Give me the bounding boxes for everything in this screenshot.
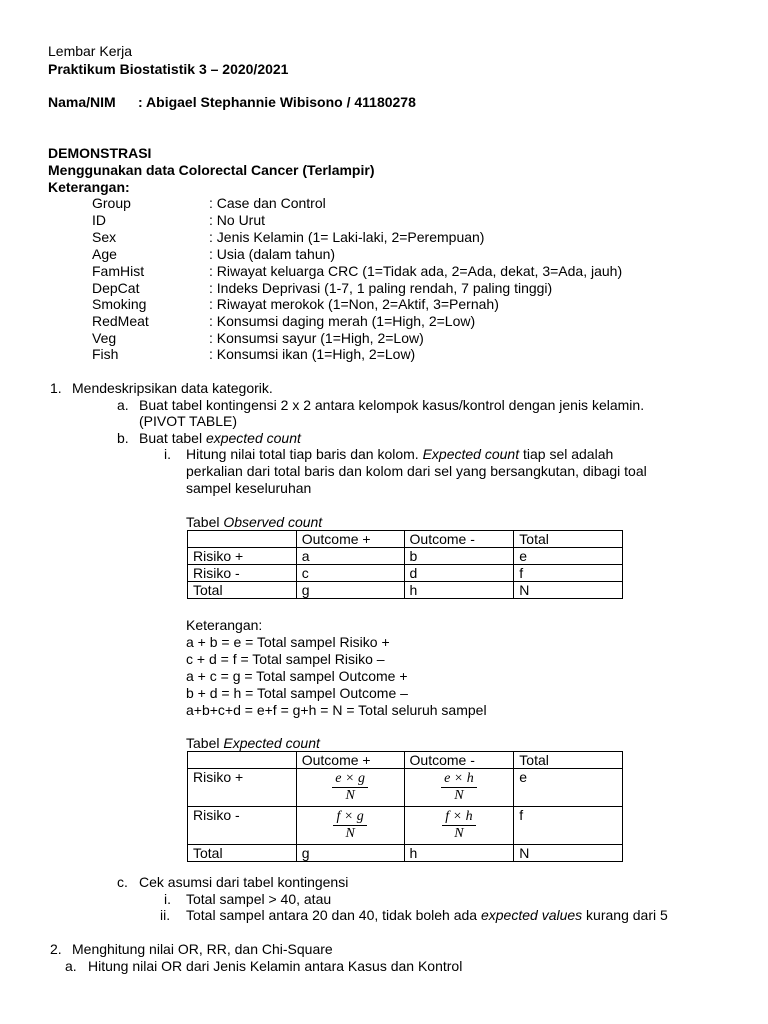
var-key: Age xyxy=(92,246,117,262)
fraction-denominator: N xyxy=(454,826,464,841)
item-i-emphasis: Expected count xyxy=(422,446,520,462)
table-cell: g xyxy=(296,582,404,599)
fraction-denominator: N xyxy=(345,788,355,803)
item-letter: a. xyxy=(117,397,129,413)
var-desc: : Konsumsi daging merah (1=High, 2=Low) xyxy=(209,313,476,329)
observed-table xyxy=(187,530,623,599)
table-cell: Risiko - xyxy=(188,807,297,845)
table-cell: f xyxy=(514,565,623,582)
table-cell: Risiko - xyxy=(188,565,297,582)
var-key: FamHist xyxy=(92,263,145,279)
item-b-plain: Buat tabel xyxy=(139,430,206,446)
fraction-denominator: N xyxy=(345,826,355,841)
table-cell: N xyxy=(514,582,623,599)
fraction-numerator: f × h xyxy=(442,809,475,826)
doc-title: Lembar Kerja xyxy=(48,43,133,59)
caption-plain: Tabel xyxy=(186,735,224,751)
table-header-cell: Outcome - xyxy=(404,752,514,769)
section-1-title: Mendeskripsikan data kategorik. xyxy=(72,380,273,396)
item-a-text-2: (PIVOT TABLE) xyxy=(139,413,238,429)
table-row xyxy=(188,582,623,599)
item-i-line-1 xyxy=(186,446,613,463)
roman-numeral: i. xyxy=(164,891,171,907)
item-c-ii-plain: kurang dari 5 xyxy=(582,907,668,923)
roman-numeral: i. xyxy=(164,446,171,462)
expected-table xyxy=(187,751,623,862)
table-row xyxy=(188,769,623,807)
table-header-cell xyxy=(188,752,297,769)
demo-title: DEMONSTRASI xyxy=(48,145,152,161)
table-header-cell: Outcome + xyxy=(296,531,404,548)
keterangan-title: Keterangan: xyxy=(186,617,263,633)
keterangan-line: a + c = g = Total sampel Outcome + xyxy=(186,668,408,684)
var-key: RedMeat xyxy=(92,313,149,329)
table-cell: h xyxy=(404,582,514,599)
var-key: ID xyxy=(92,212,106,228)
table-header-row xyxy=(188,531,623,548)
roman-numeral: ii. xyxy=(160,907,171,923)
item-c-ii-emphasis: expected values xyxy=(480,907,583,923)
table-row xyxy=(188,845,623,862)
keterangan-line: b + d = h = Total sampel Outcome – xyxy=(186,685,408,701)
table-cell: c xyxy=(296,565,404,582)
caption-emphasis: Observed count xyxy=(223,514,323,530)
var-desc: : Konsumsi ikan (1=High, 2=Low) xyxy=(209,346,416,362)
table-header-cell: Outcome + xyxy=(296,752,404,769)
table-cell: a xyxy=(296,548,404,565)
fraction-numerator: e × h xyxy=(441,771,477,788)
expected-caption xyxy=(186,735,320,752)
var-key: Group xyxy=(92,195,131,211)
keterangan-line: a+b+c+d = e+f = g+h = N = Total seluruh sampel xyxy=(186,702,487,718)
item-i-plain: tiap sel adalah xyxy=(519,446,614,462)
table-cell: g xyxy=(296,845,404,862)
name-label: Nama/NIM xyxy=(48,94,116,110)
formula-cell xyxy=(404,769,514,807)
var-key: Smoking xyxy=(92,296,147,312)
table-cell: N xyxy=(514,845,623,862)
keterangan-line: c + d = f = Total sampel Risiko – xyxy=(186,651,385,667)
fraction-denominator: N xyxy=(454,788,464,803)
caption-plain: Tabel xyxy=(186,514,224,530)
keterangan-heading: Keterangan: xyxy=(48,179,130,195)
table-cell: f xyxy=(514,807,623,845)
caption-emphasis: Expected count xyxy=(223,735,320,751)
table-cell: d xyxy=(404,565,514,582)
item-b-text xyxy=(139,430,301,447)
item-i-plain: Hitung nilai total tiap baris dan kolom. xyxy=(186,446,423,462)
var-desc: : No Urut xyxy=(209,212,266,228)
table-cell: Risiko + xyxy=(188,548,297,565)
fraction-numerator: f × g xyxy=(333,809,366,826)
var-desc: : Case dan Control xyxy=(209,195,326,211)
fraction-numerator: e × g xyxy=(332,771,368,788)
var-key: Veg xyxy=(92,330,117,346)
item-a-text: Buat tabel kontingensi 2 x 2 antara kelompok kasus/kontrol dengan jenis kelamin. xyxy=(139,397,645,413)
item-letter: a. xyxy=(65,958,77,974)
var-key: Fish xyxy=(92,346,119,362)
formula-cell xyxy=(296,769,404,807)
var-key: DepCat xyxy=(92,280,140,296)
item-i-line-3: sampel keseluruhan xyxy=(186,480,312,496)
name-value: : Abigael Stephannie Wibisono / 41180278 xyxy=(138,94,416,110)
var-desc: : Indeks Deprivasi (1-7, 1 paling rendah, 7 paling tinggi) xyxy=(209,280,553,296)
item-i-line-2: perkalian dari total baris dan kolom dari sel yang bersangkutan, dibagi toal xyxy=(186,463,647,479)
table-cell: e xyxy=(514,548,623,565)
var-desc: : Riwayat merokok (1=Non, 2=Aktif, 3=Pernah) xyxy=(209,296,499,312)
table-header-cell: Outcome - xyxy=(404,531,514,548)
var-desc: : Konsumsi sayur (1=High, 2=Low) xyxy=(209,330,424,346)
observed-caption xyxy=(186,514,322,531)
item-c-ii-text xyxy=(186,907,668,924)
item-b-emphasis: expected count xyxy=(205,430,301,446)
item-letter: c. xyxy=(117,874,128,890)
fraction xyxy=(442,809,475,842)
var-desc: : Jenis Kelamin (1= Laki-laki, 2=Perempuan) xyxy=(209,229,485,245)
doc-subtitle: Praktikum Biostatistik 3 – 2020/2021 xyxy=(48,61,289,77)
formula-cell xyxy=(296,807,404,845)
table-header-cell xyxy=(188,531,297,548)
fraction xyxy=(332,771,368,804)
section-number: 1. xyxy=(50,380,62,396)
table-header-cell: Total xyxy=(514,531,623,548)
item-c-text: Cek asumsi dari tabel kontingensi xyxy=(139,874,349,890)
table-header-cell: Total xyxy=(514,752,623,769)
var-desc: : Riwayat keluarga CRC (1=Tidak ada, 2=Ada, dekat, 3=Ada, jauh) xyxy=(209,263,623,279)
item-2a-text: Hitung nilai OR dari Jenis Kelamin antara Kasus dan Kontrol xyxy=(88,958,463,974)
section-2-title: Menghitung nilai OR, RR, dan Chi-Square xyxy=(72,941,333,957)
table-row xyxy=(188,565,623,582)
item-c-ii-plain: Total sampel antara 20 dan 40, tidak boleh ada xyxy=(186,907,481,923)
table-row xyxy=(188,807,623,845)
formula-cell xyxy=(404,807,514,845)
table-cell: h xyxy=(404,845,514,862)
keterangan-line: a + b = e = Total sampel Risiko + xyxy=(186,634,390,650)
demo-subtitle: Menggunakan data Colorectal Cancer (Terlampir) xyxy=(48,162,375,178)
table-row xyxy=(188,548,623,565)
table-header-row xyxy=(188,752,623,769)
fraction xyxy=(441,771,477,804)
fraction xyxy=(333,809,366,842)
section-number: 2. xyxy=(50,941,62,957)
table-cell: Total xyxy=(188,845,297,862)
item-c-i-text: Total sampel > 40, atau xyxy=(186,891,332,907)
table-cell: Total xyxy=(188,582,297,599)
table-cell: e xyxy=(514,769,623,807)
table-cell: b xyxy=(404,548,514,565)
table-cell: Risiko + xyxy=(188,769,297,807)
var-desc: : Usia (dalam tahun) xyxy=(209,246,336,262)
item-letter: b. xyxy=(117,430,129,446)
var-key: Sex xyxy=(92,229,117,245)
